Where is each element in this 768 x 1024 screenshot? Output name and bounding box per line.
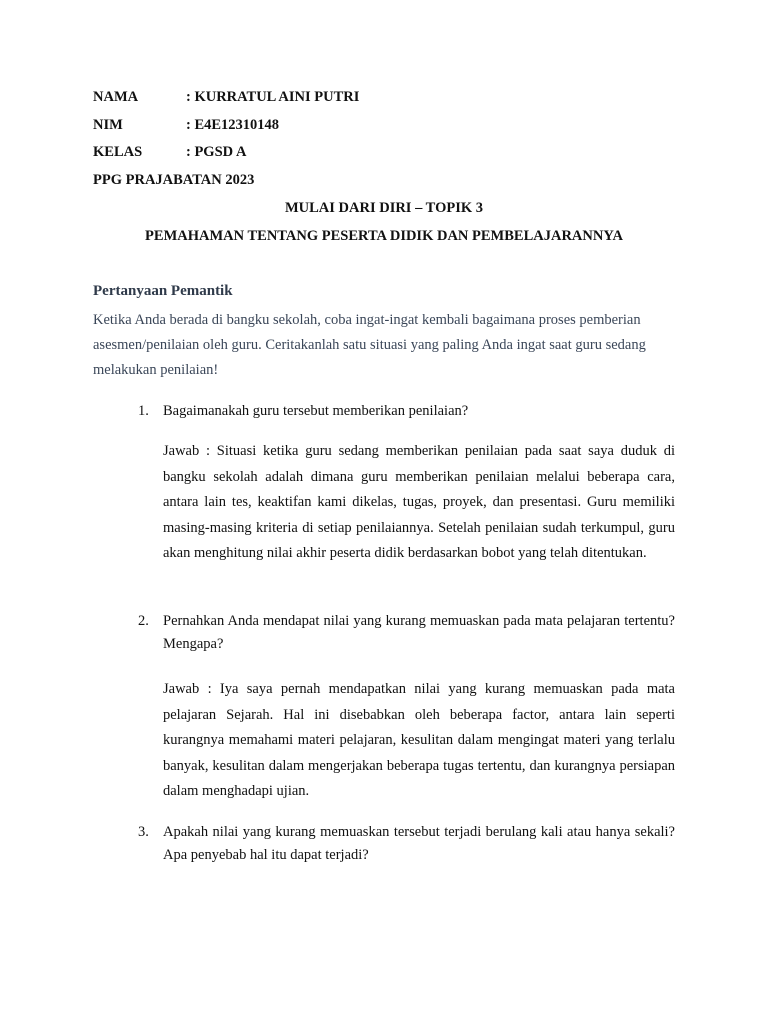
question-number: 1. [138, 403, 149, 419]
program-line: PPG PRAJABATAN 2023 [93, 172, 255, 188]
section-heading: Pertanyaan Pemantik [93, 283, 233, 299]
question-text: Bagaimanakah guru tersebut memberikan penilaian? [163, 403, 469, 419]
kelas-value: : PGSD A [186, 144, 247, 160]
name-value: : KURRATUL AINI PUTRI [186, 89, 360, 105]
kelas-label: KELAS [93, 144, 143, 160]
kelas-line [93, 143, 246, 161]
question-text: Pernahkan Anda mendapat nilai yang kurang memuaskan pada mata pelajaran tertentu? Mengapa? [163, 613, 675, 652]
document-subtitle: PEMAHAMAN TENTANG PESERTA DIDIK DAN PEMBELAJARANNYA [145, 228, 623, 244]
nim-value: : E4E12310148 [186, 117, 280, 133]
question-number: 2. [138, 613, 149, 629]
nim-label: NIM [93, 117, 123, 133]
answer-text: Jawab : Iya saya pernah mendapatkan nilai yang kurang memuaskan pada mata pelajaran Sejarah. Hal ini disebabkan oleh beberapa factor, antara lain seperti kurangnya memahami materi pelajaran, kesulitan dalam mengingat materi yang terlalu banyak, kesulitan dalam mengerjakan beberapa tugas tertentu, dan kurangnya persiapan dalam menghadapi ujian. [163, 681, 675, 799]
answer-text: Jawab : Situasi ketika guru sedang memberikan penilaian pada saat saya duduk di bangku sekolah adalah dimana guru memberikan penilaian melalui beberapa cara, antara lain tes, keaktifan kami dikelas, tugas, proyek, dan presentasi. Guru memiliki masing-masing kriteria di setiap penilaiannya. Setelah penilaian sudah terkumpul, guru akan menghitung nilai akhir peserta didik berdasarkan bobot yang telah ditentukan. [163, 443, 675, 561]
document-title: MULAI DARI DIRI – TOPIK 3 [284, 200, 484, 216]
section-intro: Ketika Anda berada di bangku sekolah, coba ingat-ingat kembali bagaimana proses pemberian asesmen/penilaian oleh guru. Ceritakanlah satu situasi yang paling Anda ingat saat guru sedang melakukan penilaian! [93, 312, 646, 378]
name-label: NAMA [93, 89, 139, 105]
question-text: Apakah nilai yang kurang memuaskan tersebut terjadi berulang kali atau hanya sekali? Apa penyebab hal itu dapat terjadi? [163, 824, 675, 863]
name-line [93, 88, 359, 106]
question-number: 3. [138, 824, 149, 840]
nim-line [93, 116, 279, 134]
